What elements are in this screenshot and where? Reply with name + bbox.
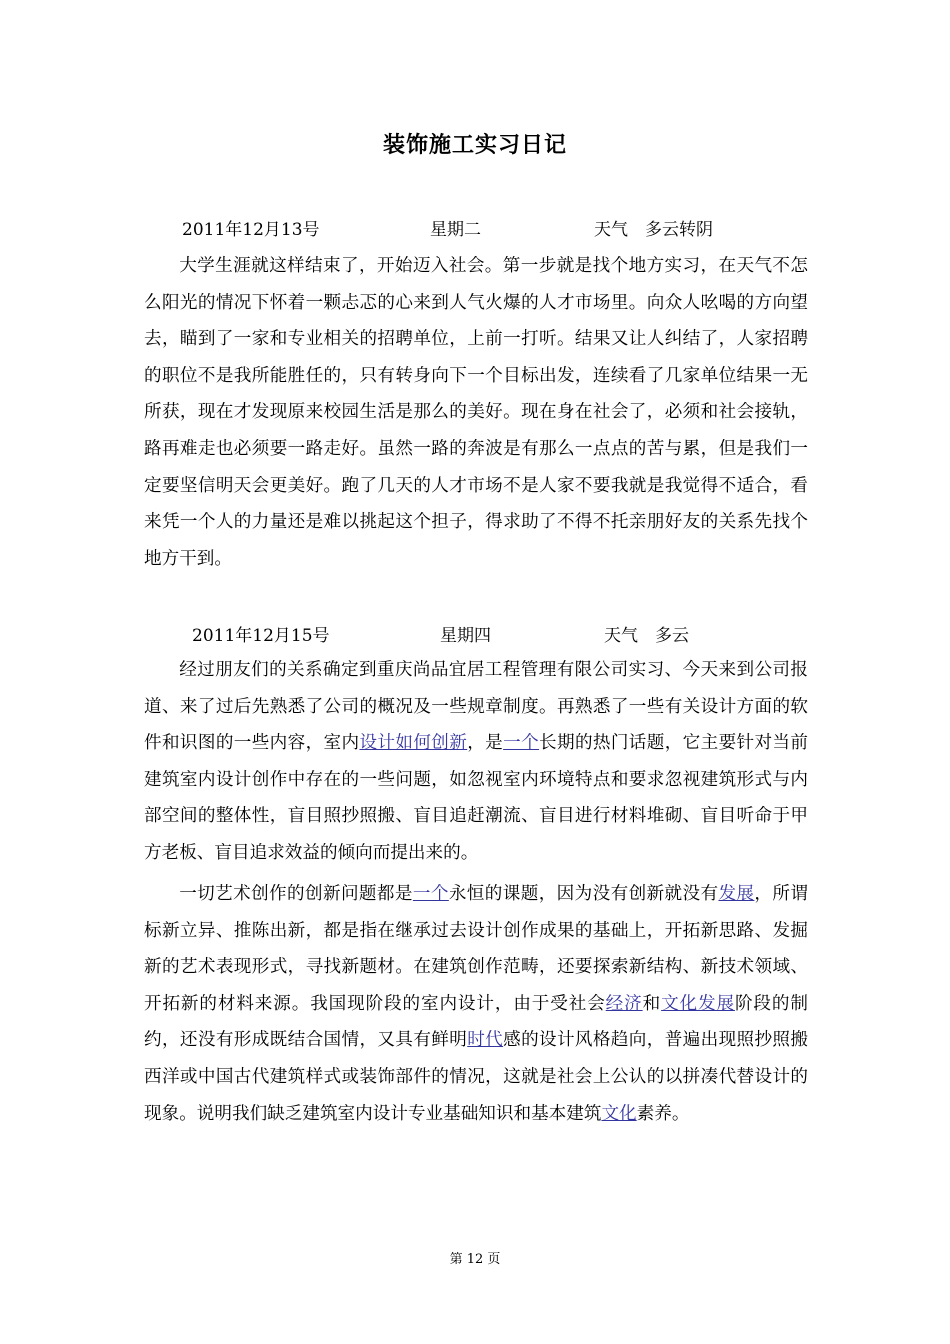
text-run: 素养。 bbox=[636, 1103, 690, 1124]
text-run: 永恒的课题，因为没有创新就没有 bbox=[448, 884, 719, 904]
hyperlink-development[interactable]: 发展 bbox=[718, 884, 755, 904]
hyperlink-yige[interactable]: 一个 bbox=[503, 733, 540, 754]
hyperlink-yige[interactable]: 一个 bbox=[412, 884, 449, 904]
text-run: ，所谓标新立异、推陈出新，都是指在继承过去设计创作成果的基础上，开拓新思路、发掘新的艺术表现形式，寻找新题材。在建筑创作范畴，还要探索新结构、新技术领域、开拓新的材料来源。我国现阶段的室内设计，由于受社会 bbox=[144, 884, 808, 1014]
entry-weekday: 星期二 bbox=[430, 220, 481, 240]
hyperlink-design-innovation[interactable]: 设计如何创新 bbox=[359, 733, 468, 754]
hyperlink-culture[interactable]: 文化 bbox=[601, 1103, 637, 1124]
hyperlink-era[interactable]: 时代 bbox=[467, 1030, 504, 1051]
entry-weather: 天气 多云 bbox=[604, 626, 689, 646]
text-run: 一切艺术创作的创新问题都是 bbox=[179, 884, 413, 904]
entry-2-paragraph-1 bbox=[144, 652, 808, 872]
entry-weekday: 星期四 bbox=[440, 626, 491, 646]
page-title: 装饰施工实习日记 bbox=[382, 133, 567, 158]
entry-1-paragraph: 大学生涯就这样结束了，开始迈入社会。第一步就是找个地方实习，在天气不怎么阳光的情况下怀着一颗忐忑的心来到人气火爆的人才市场里。向众人吆喝的方向望去，瞄到了一家和专业相关的招聘单位，上前一打听。结果又让人纠结了，人家招聘的职位不是我所能胜任的，只有转身向下一个目标出发，连续看了几家单位结果一无所获，现在才发现原来校园生活是那么的美好。现在身在社会了，必须和社会接轨，路再难走也必须要一路走好。虽然一路的奔波是有那么一点点的苦与累，但是我们一定要坚信明天会更美好。跑了几天的人才市场不是人家不要我就是我觉得不适合，看来凭一个人的力量还是难以挑起这个担子，得求助了不得不托亲朋好友的关系先找个地方干到。 bbox=[144, 256, 808, 569]
text-run: 感的设计风格趋向，普遍出现照抄照搬西洋或中国古代建筑样式或装饰部件的情况，这就是社会上公认的以拼凑代替设计的现象。说明我们缺乏建筑室内设计专业基础知识和基本建筑 bbox=[144, 1030, 808, 1124]
entry-date: 2011年12月13号 bbox=[182, 220, 320, 240]
text-run: ，是 bbox=[467, 733, 504, 754]
entry-weather: 天气 多云转阴 bbox=[594, 220, 713, 240]
hyperlink-economy[interactable]: 经济 bbox=[605, 993, 643, 1014]
text-run: 经过朋友们的关系确定到重庆尚品宜居工程管理有限公司实习、今天来到公司报道、来了过后先熟悉了公司的概况及一些规章制度。再熟悉了一些有关设计方面的软件和识图的一些内容，室内 bbox=[144, 660, 808, 754]
entry-date: 2011年12月15号 bbox=[192, 626, 330, 646]
entry-2-paragraph-2 bbox=[144, 876, 808, 1132]
page-number-footer: 第 12 页 bbox=[449, 1252, 501, 1267]
hyperlink-culture-development[interactable]: 文化发展 bbox=[661, 993, 735, 1014]
text-run: 和 bbox=[642, 993, 662, 1014]
text-run: 阶段的制约，还没有形成既结合国情，又具有鲜明 bbox=[144, 993, 808, 1051]
text-run: 长期的热门话题，它主要针对当前建筑室内设计创作中存在的一些问题，如忽视室内环境特点和要求忽视建筑形式与内部空间的整体性，盲目照抄照搬、盲目追赶潮流、盲目进行材料堆砌、盲目听命于甲方老板、盲目追求效益的倾向而提出来的。 bbox=[144, 733, 808, 863]
